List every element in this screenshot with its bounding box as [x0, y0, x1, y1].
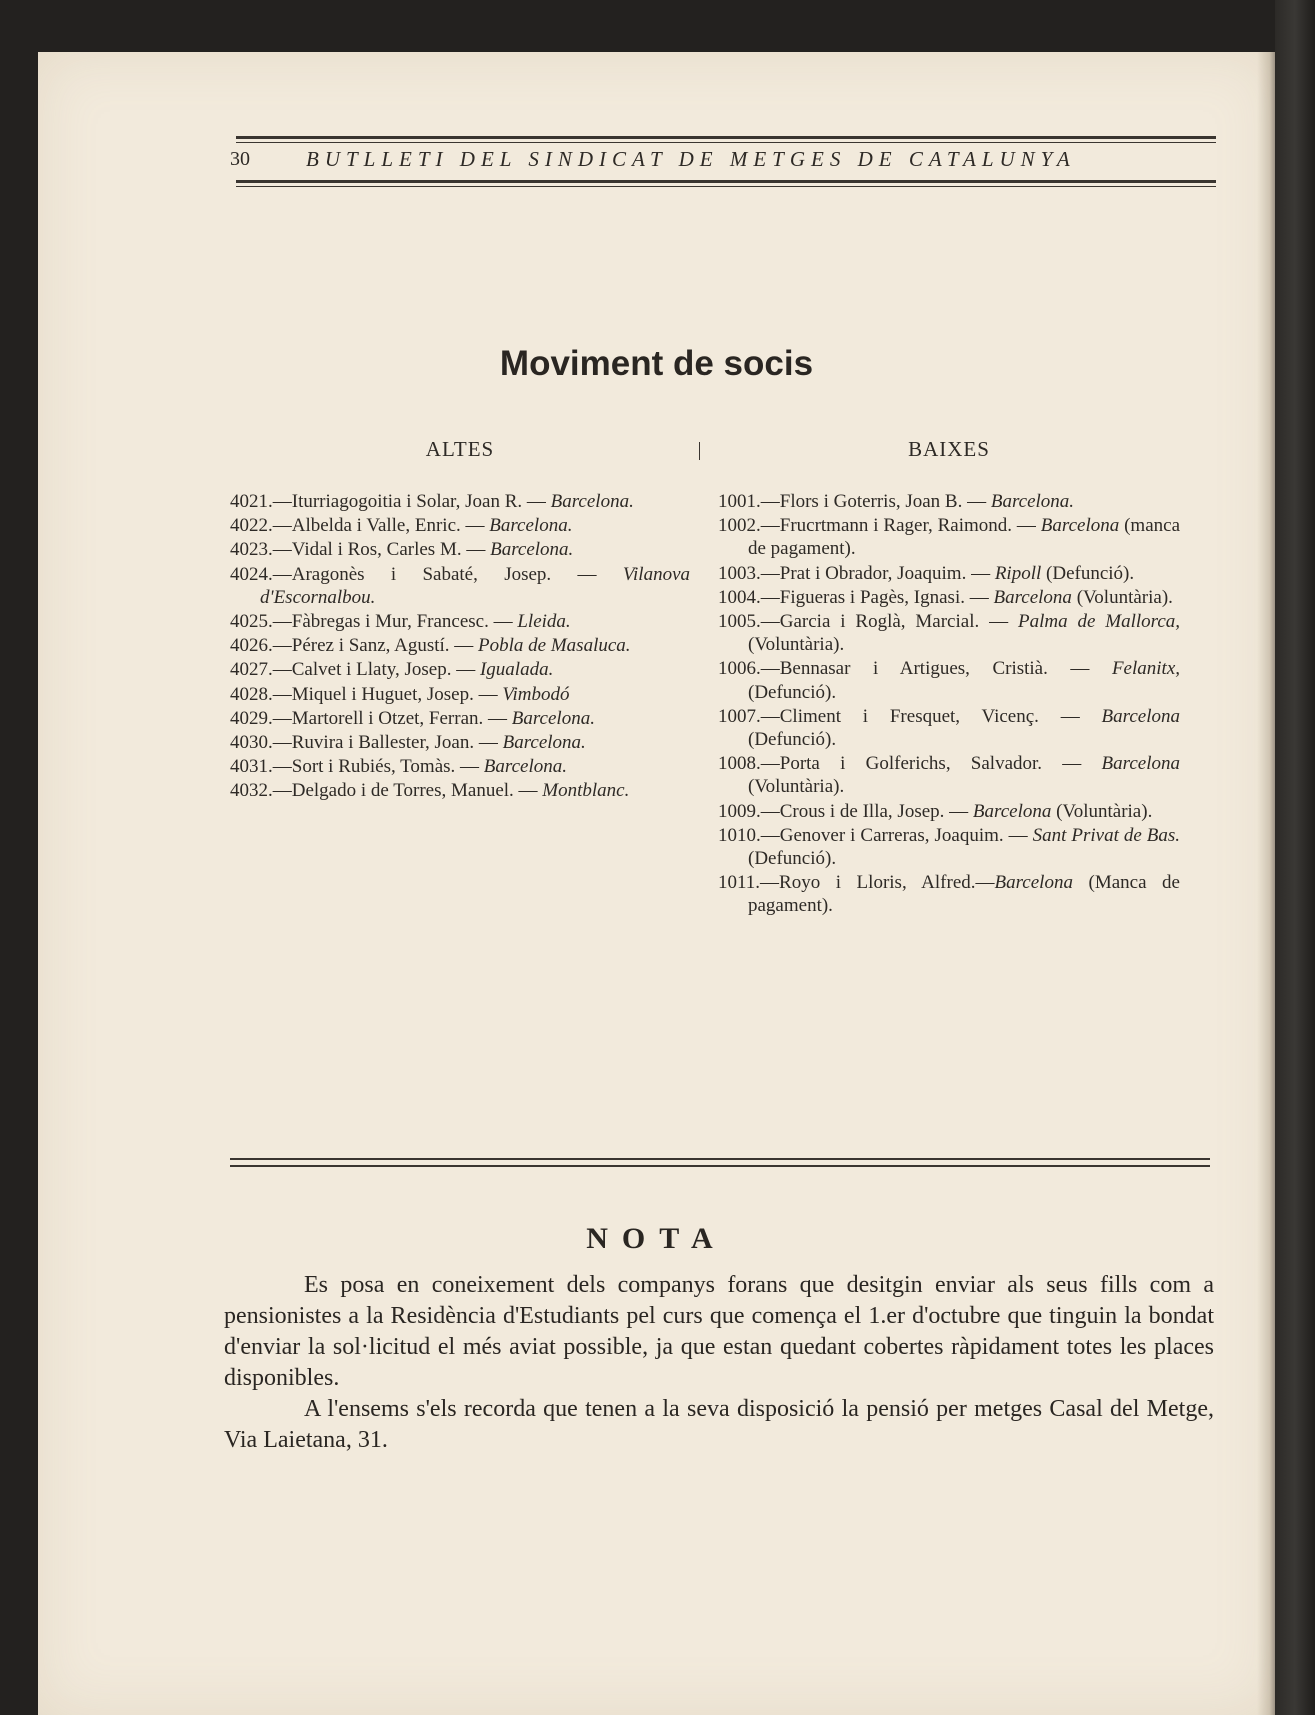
- entry-place: Palma de Mallorca,: [1017, 611, 1181, 633]
- baixes-column: [718, 438, 1180, 919]
- entry-member: 1010.—Genover i Carreras, Joaquim. —: [718, 824, 1033, 846]
- entry-member: 1008.—Porta i Golferichs, Salvador. —: [718, 753, 1102, 775]
- altes-column: [230, 438, 690, 804]
- altes-entry: [230, 731, 690, 754]
- scan-background-edge: [1275, 0, 1315, 1715]
- baixes-heading: BAIXES: [908, 437, 990, 461]
- altes-heading: ALTES: [425, 437, 495, 461]
- entry-member: 4026.—Pérez i Sanz, Agustí. —: [230, 635, 479, 657]
- baixes-list: [718, 490, 1180, 918]
- entry-place: Barcelona.: [511, 707, 595, 729]
- entry-member: 4028.—Miquel i Huguet, Josep. —: [230, 683, 503, 705]
- altes-entry: [230, 514, 690, 537]
- entry-member: 4032.—Delgado i de Torres, Manuel. —: [230, 780, 543, 802]
- entry-note: (manca de pagament).: [748, 515, 1181, 560]
- header-rule-top: [236, 136, 1216, 143]
- running-header-title: BUTLLETI DEL SINDICAT DE METGES DE CATALUNYA: [306, 147, 1076, 171]
- nota-title: NOTA: [586, 1222, 727, 1255]
- entry-place: Vimbodó: [502, 683, 570, 705]
- altes-entry: [230, 634, 690, 657]
- entry-place: Barcelona.: [990, 491, 1075, 512]
- entry-place: Barcelona.: [489, 515, 573, 537]
- entry-member: 4023.—Vidal i Ros, Carles M. —: [230, 539, 491, 561]
- entry-note: (Voluntària).: [1071, 586, 1173, 608]
- nota-paragraph: A l'ensems s'els recorda que tenen a la seva disposició la pensió per metges Casal del Metge, Via Laietana, 31.: [224, 1396, 1214, 1453]
- entry-place: Montblanc.: [542, 780, 630, 802]
- entry-member: 4022.—Albelda i Valle, Enric. —: [230, 515, 490, 537]
- entry-note: (Defunció).: [748, 848, 837, 870]
- entry-place: Barcelona: [1101, 705, 1180, 727]
- altes-entry: [230, 610, 690, 633]
- entry-member: 1009.—Crous i de Illa, Josep. —: [718, 800, 973, 822]
- entry-note: (Defunció).: [748, 681, 837, 703]
- baixes-entry: [718, 610, 1180, 656]
- altes-entry: [230, 707, 690, 730]
- entry-place: Lleida.: [517, 611, 571, 633]
- page-number: 30: [230, 148, 250, 170]
- entry-member: 1006.—Bennasar i Artigues, Cristià. —: [718, 658, 1112, 680]
- column-divider-mark: [699, 442, 700, 460]
- section-title: Moviment de socis: [499, 344, 814, 383]
- entry-note: (Defunció).: [1041, 562, 1135, 584]
- entry-note: (Manca de pagament).: [748, 872, 1180, 917]
- baixes-entry: [718, 824, 1180, 870]
- entry-member: 4021.—Iturriagogoitia i Solar, Joan R. —: [230, 491, 551, 512]
- entry-member: 1003.—Prat i Obrador, Joaquim. —: [718, 562, 995, 584]
- entry-member: 4029.—Martorell i Otzet, Ferran. —: [230, 707, 512, 729]
- baixes-entry: [718, 562, 1180, 585]
- altes-entry: [230, 538, 690, 561]
- entry-note: (Voluntària).: [748, 776, 845, 798]
- entry-place: Barcelona: [972, 800, 1052, 822]
- page-fold-shadow: [1257, 52, 1275, 1715]
- entry-member: 4027.—Calvet i Llaty, Josep. —: [230, 659, 480, 681]
- entry-place: Barcelona.: [502, 732, 586, 754]
- altes-entry: [230, 779, 690, 802]
- entry-note: (Defunció).: [748, 729, 837, 751]
- section-separator-rule: [230, 1158, 1210, 1167]
- entry-member: 1007.—Climent i Fresquet, Vicenç. —: [718, 705, 1102, 727]
- entry-member: 4024.—Aragonès i Sabaté, Josep. —: [230, 563, 623, 585]
- nota-paragraph: Es posa en coneixement dels companys forans que desitgin enviar als seus fills com a pensionistes a la Residència d'Estudiants pel curs que comença el 1.er d'octubre que tinguin la bondat d'enviar la sol·licitud el més aviat possible, ja que estan quedant cobertes ràpidament totes les places disponibles.: [224, 1272, 1214, 1391]
- entry-note: (Voluntària).: [748, 634, 845, 656]
- entry-member: 1001.—Flors i Goterris, Joan B. —: [718, 491, 991, 512]
- baixes-entry: [718, 871, 1180, 917]
- entry-member: 1011.—Royo i Lloris, Alfred.—: [718, 872, 995, 894]
- nota-body: [224, 1270, 1214, 1456]
- baixes-entry: [718, 490, 1180, 513]
- altes-entry: [230, 658, 690, 681]
- baixes-entry: [718, 514, 1180, 560]
- altes-entry: [230, 563, 690, 609]
- entry-member: 1002.—Frucrtmann i Rager, Raimond. —: [718, 515, 1041, 537]
- entry-place: Barcelona: [994, 872, 1073, 894]
- baixes-entry: [718, 800, 1180, 823]
- entry-place: Barcelona: [1101, 753, 1180, 775]
- baixes-entry: [718, 657, 1180, 703]
- entry-member: 1005.—Garcia i Roglà, Marcial. —: [718, 611, 1018, 633]
- entry-place: Barcelona.: [483, 756, 567, 778]
- entry-place: Ripoll: [994, 562, 1042, 584]
- entry-member: 4030.—Ruvira i Ballester, Joan. —: [230, 732, 503, 754]
- entry-place: Barcelona.: [550, 491, 634, 512]
- entry-member: 1004.—Figueras i Pagès, Ignasi. —: [718, 586, 994, 608]
- baixes-entry: [718, 586, 1180, 609]
- entry-note: (Voluntària).: [1051, 800, 1153, 822]
- entry-place: Barcelona: [993, 586, 1072, 608]
- entry-member: 4031.—Sort i Rubiés, Tomàs. —: [230, 756, 484, 778]
- header-rule-bottom: [236, 180, 1216, 187]
- baixes-entry: [718, 752, 1180, 798]
- entry-place: Pobla de Masaluca.: [478, 635, 631, 657]
- entry-place: Vilanova d'Escornalbou.: [260, 563, 690, 608]
- entry-place: Sant Privat de Bas.: [1032, 824, 1180, 846]
- document-page: [38, 52, 1275, 1715]
- entry-place: Felanitx,: [1111, 658, 1180, 680]
- entry-place: Barcelona: [1040, 515, 1120, 537]
- entry-member: 4025.—Fàbregas i Mur, Francesc. —: [230, 611, 518, 633]
- altes-list: [230, 490, 690, 803]
- altes-entry: [230, 683, 690, 706]
- entry-place: Barcelona.: [490, 539, 574, 561]
- altes-entry: [230, 755, 690, 778]
- baixes-entry: [718, 705, 1180, 751]
- altes-entry: [230, 490, 690, 513]
- entry-place: Igualada.: [479, 659, 554, 681]
